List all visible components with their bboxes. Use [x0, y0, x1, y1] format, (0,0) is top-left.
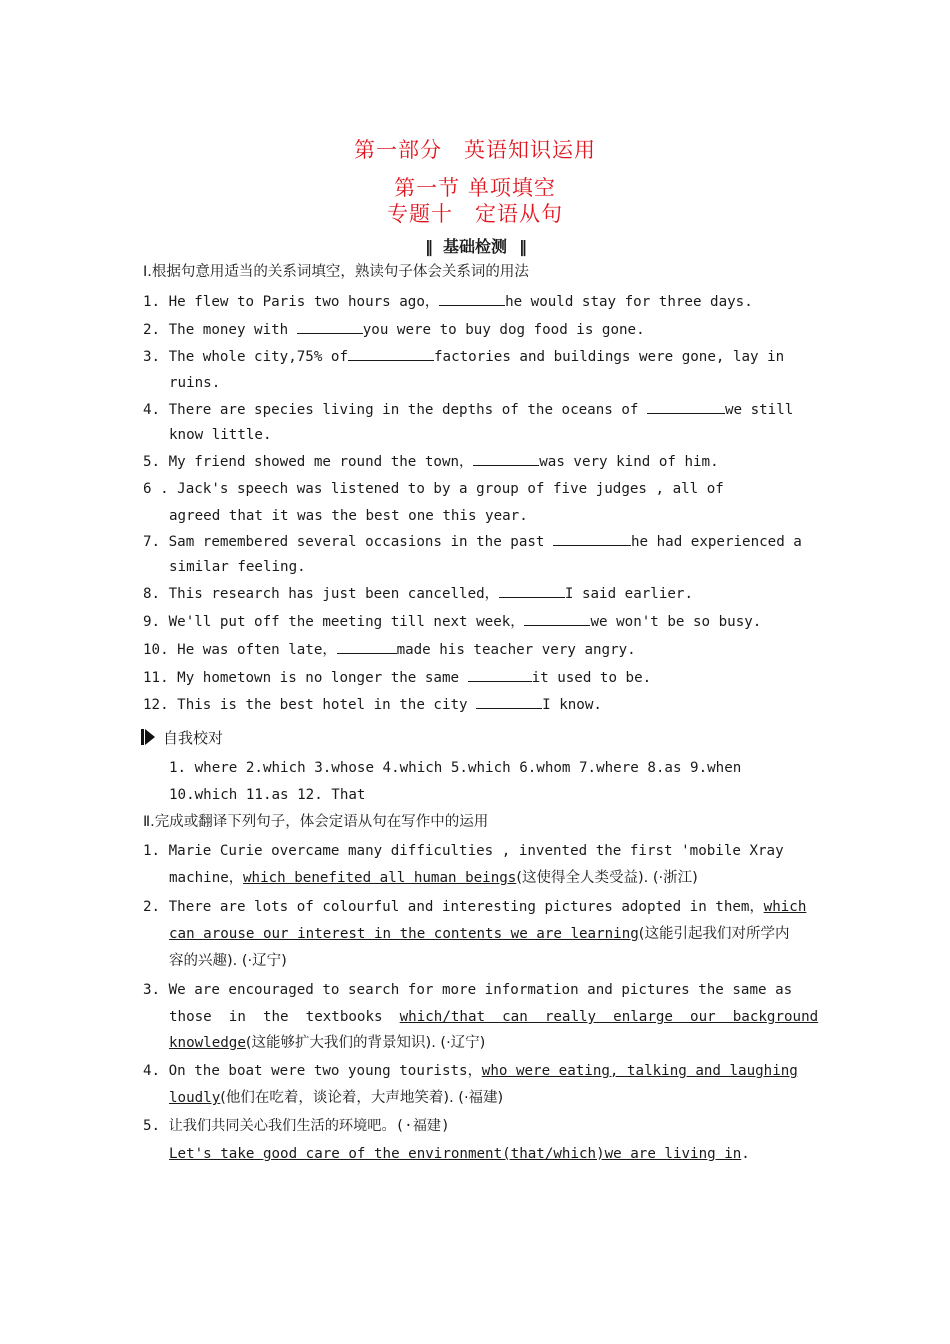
model-answer: which/that can really enlarge our background — [399, 1009, 819, 1025]
double-bar-right-icon: ‖ — [519, 237, 525, 256]
section-title: 第一节 单项填空 — [394, 176, 556, 200]
question-1: 1. He flew to Paris two hours ago， he would stay for three days. — [143, 291, 808, 312]
self-check-label: 自我校对 — [163, 729, 224, 747]
question-2: 2. The money with you were to buy dog food is gone. — [143, 319, 808, 340]
question-4-cont: know little. — [169, 427, 272, 443]
part1-instruction: I.根据句意用适当的关系词填空，熟读句子体会关系词的用法 — [143, 264, 529, 280]
self-check-heading — [145, 727, 223, 748]
answer-blank[interactable] — [439, 291, 505, 306]
question-6-cont: agreed that it was the best one this year. — [169, 508, 528, 524]
sentence-3: 3. We are encouraged to search for more information and pictures the same as — [143, 982, 793, 998]
answer-blank[interactable] — [647, 399, 725, 414]
question-8: 8. This research has just been cancelled， I said earlier. — [143, 583, 808, 604]
sentence-4-cont: loudly(他们在吃着，谈论着，大声地笑着). (·福建) — [169, 1090, 504, 1106]
question-5: 5. My friend showed me round the town， was very kind of him. — [143, 451, 808, 472]
answers-line-1: 1. where 2.which 3.whose 4.which 5.which 6.whom 7.where 8.as 9.when — [169, 760, 742, 776]
question-12: 12. This is the best hotel in the city I know. — [143, 694, 808, 715]
question-3-cont: ruins. — [169, 375, 221, 391]
answer-blank[interactable] — [553, 531, 631, 546]
model-answer: which benefited all human beings — [242, 870, 517, 886]
sentence-3-cont2: knowledge(这能够扩大我们的背景知识). (·辽宁) — [169, 1035, 486, 1051]
sentence-3-cont: those in the textbooks which/that can really enlarge our background — [169, 1009, 819, 1025]
answer-blank[interactable] — [468, 667, 532, 682]
answer-blank[interactable] — [476, 694, 542, 709]
basic-check-heading — [0, 234, 950, 257]
answers-line-2: 10.which 11.as 12. That — [169, 787, 366, 803]
model-answer: Let's take good care of the environment(that/which)we are living in — [169, 1146, 742, 1162]
question-4: 4. There are species living in the depths of the oceans of we still — [143, 399, 808, 420]
question-7-cont: similar feeling. — [169, 559, 306, 575]
question-9: 9. We'll put off the meeting till next week， we won't be so busy. — [143, 611, 808, 632]
basic-check-label: 基础检测 — [442, 237, 507, 256]
arrow-marker-icon — [145, 729, 155, 745]
question-7: 7. Sam remembered several occasions in the past he had experienced a — [143, 531, 808, 552]
answer-blank[interactable] — [473, 451, 539, 466]
model-answer: which — [763, 899, 807, 915]
sentence-1: 1. Marie Curie overcame many difficulties , invented the first 'mobile Xray — [143, 843, 784, 859]
answer-blank[interactable] — [499, 583, 565, 598]
topic-title: 专题十 定语从句 — [387, 202, 563, 226]
answer-blank[interactable] — [348, 346, 434, 361]
part2-instruction: Ⅱ.完成或翻译下列句子，体会定语从句在写作中的运用 — [143, 814, 489, 830]
question-3: 3. The whole city,75% of factories and buildings were gone, lay in — [143, 346, 808, 367]
answer-blank[interactable] — [297, 319, 363, 334]
answer-blank[interactable] — [524, 611, 590, 626]
model-answer: can arouse our interest in the contents we are learning — [169, 926, 639, 942]
sentence-5: 5. 让我们共同关心我们生活的环境吧。(·福建) — [143, 1118, 450, 1134]
sentence-2-cont: can arouse our interest in the contents we are learning(这能引起我们对所学内 — [169, 926, 790, 942]
question-10: 10. He was often late， made his teacher very angry. — [143, 639, 808, 660]
sentence-4: 4. On the boat were two young tourists，who were eating, talking and laughing — [143, 1063, 798, 1079]
model-answer: loudly — [169, 1090, 221, 1106]
sentence-2: 2. There are lots of colourful and interesting pictures adopted in them，which — [143, 899, 807, 915]
model-answer: who were eating, talking and laughing — [481, 1063, 798, 1079]
part-title: 第一部分 英语知识运用 — [354, 138, 596, 162]
sentence-2-cont2: 容的兴趣). (·辽宁) — [169, 953, 287, 969]
question-6: 6 . Jack's speech was listened to by a group of five judges , all of — [143, 481, 724, 497]
model-answer: knowledge — [169, 1035, 246, 1051]
double-bar-left-icon: ‖ — [424, 237, 431, 256]
sentence-1-cont: machine，which benefited all human beings(这使得全人类受益). (·浙江) — [169, 870, 698, 886]
answer-blank[interactable] — [337, 639, 397, 654]
sentence-5-cont: Let's take good care of the environment(that/which)we are living in. — [169, 1146, 750, 1162]
question-11: 11. My hometown is no longer the same it used to be. — [143, 667, 808, 688]
